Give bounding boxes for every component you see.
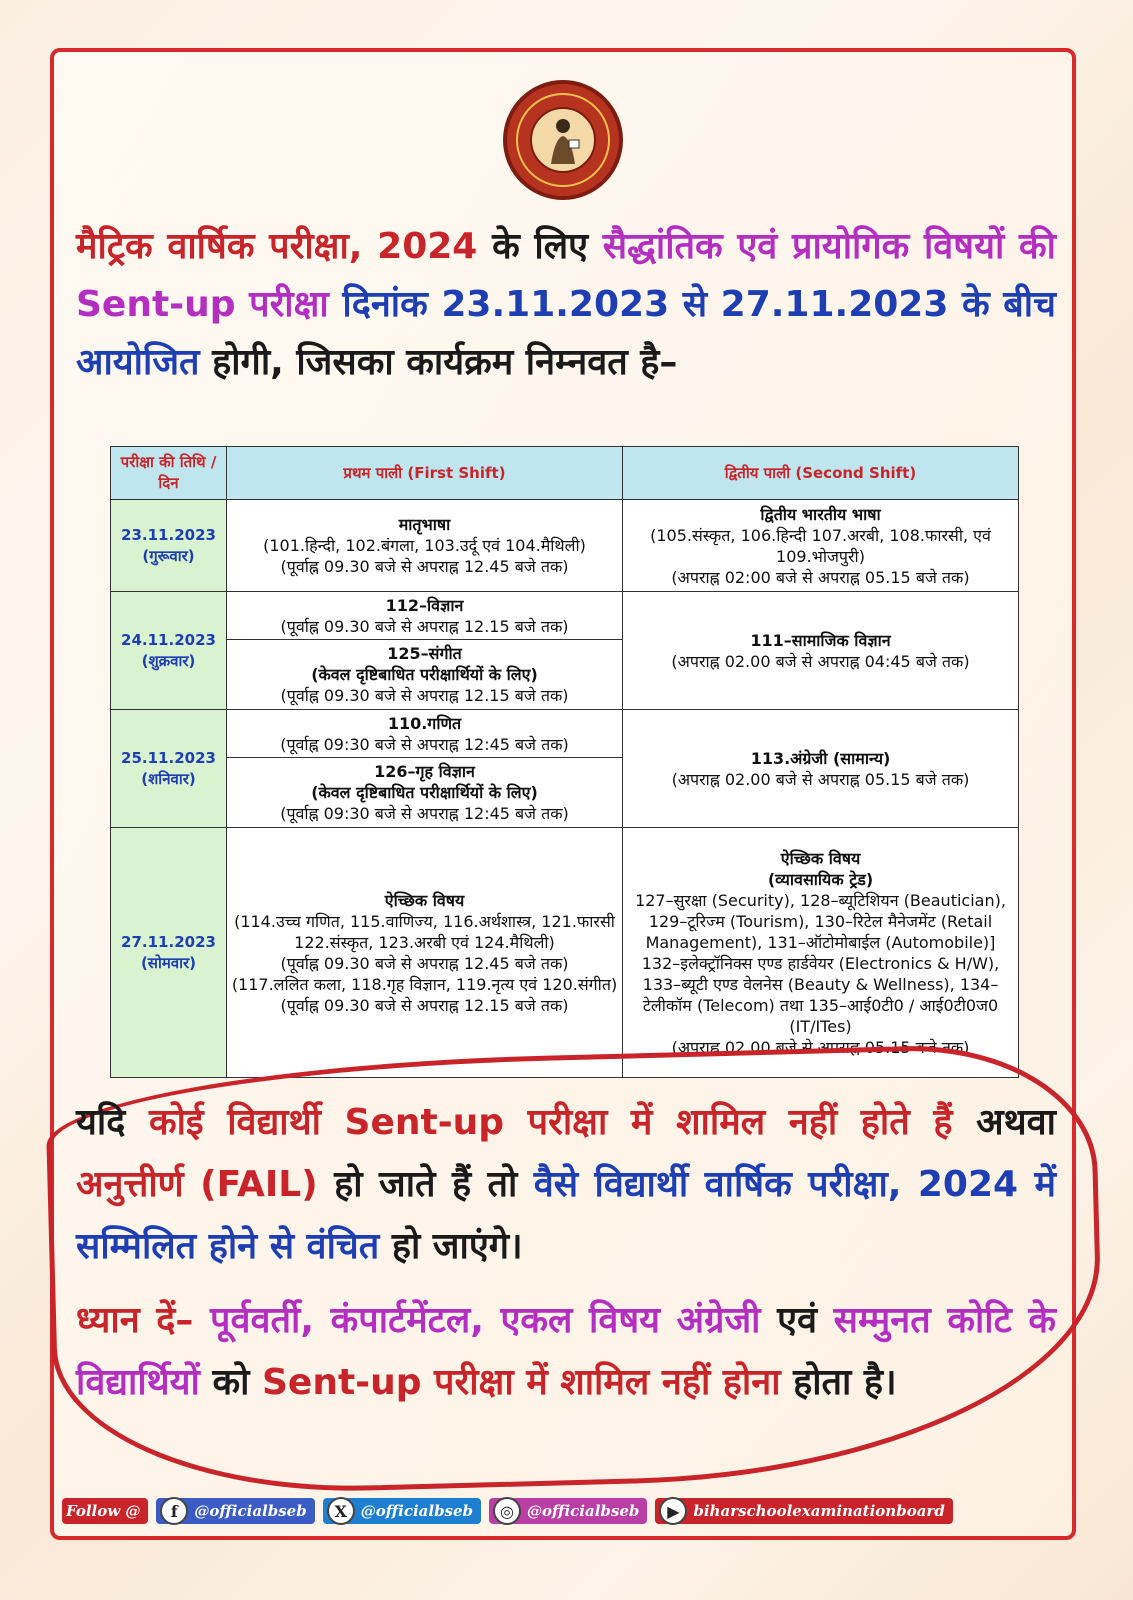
second-shift-cell [623, 592, 1019, 710]
cell-line: 113.अंग्रेजी (सामान्य) [750, 748, 891, 768]
row-date: 24.11.2023 (शुक्रवार) [111, 592, 227, 710]
cell-line: 127–सुरक्षा (Security), 128–ब्यूटिशियन (Beautician), 129–टूरिज्म (Tourism), 130–रिटेल मैनेजमेंट (Retail Management), 131–ऑटोमोबाईल (Automobile)] 132–इलेक्ट्रॉनिक्स एण्ड हार्डवेयर (Electronics & H/W), 133–ब्यूटी एण्ड वेलनेस (Beauty & Wellness), 134–टेलीकॉम (Telecom) तथा 135–आई0टी0 / आई0टी0ज0 (IT/ITes) [635, 890, 1006, 1036]
facebook-link[interactable]: f @officialbseb [156, 1498, 314, 1524]
table-row [111, 500, 1019, 592]
youtube-link[interactable]: ▶ biharschoolexaminationboard [655, 1498, 952, 1524]
cell-line: (अपराह्न 02.00 बजे से अपराह्न 05.15 बजे तक) [671, 1037, 970, 1057]
follow-label: Follow @ [62, 1498, 148, 1524]
cell-line: (114.उच्च गणित, 115.वाणिज्य, 116.अर्थशास्त्र, 121.फारसी 122.संस्कृत, 123.अरबी एवं 124.मैथिली) [234, 911, 615, 952]
cell-line: (केवल दृष्टिबाधित परीक्षार्थियों के लिए) [311, 665, 538, 684]
second-shift-cell [623, 828, 1019, 1078]
cell-line: (पूर्वाह्न 09:30 बजे से अपराह्न 12:45 बजे तक) [280, 734, 569, 754]
cell-line: 112–विज्ञान [385, 595, 464, 615]
row-date: 23.11.2023 (गुरूवार) [111, 500, 227, 592]
bseb-logo [503, 80, 623, 200]
table-header-row [111, 447, 1019, 500]
cell-line: (व्यावसायिक ट्रेड) [767, 869, 874, 889]
cell-line: 111–सामाजिक विज्ञान [750, 630, 891, 650]
row-date: 25.11.2023 (शनिवार) [111, 710, 227, 828]
cell-line: (101.हिन्दी, 102.बंगला, 103.उर्दू एवं 104.मैथिली) [263, 536, 586, 555]
table-row [111, 710, 1019, 758]
cell-line: 126–गृह विज्ञान [374, 762, 475, 781]
row-date: 27.11.2023 (सोमवार) [111, 828, 227, 1078]
cell-line: (पूर्वाह्न 09.30 बजे से अपराह्न 12.15 बजे तक) [280, 686, 569, 705]
youtube-icon: ▶ [659, 1497, 687, 1525]
cell-line: 125–संगीत [387, 644, 462, 663]
first-shift-cell [227, 640, 623, 710]
x-link[interactable]: X @officialbseb [323, 1498, 481, 1524]
first-shift-cell [227, 710, 623, 758]
heading-sentup: सैद्धांतिक एवं प्रायोगिक विषयों की Sent-up परीक्षा [76, 226, 1056, 325]
social-bar [62, 1496, 1072, 1526]
notice-paragraph: यदि कोई विद्यार्थी Sent-up परीक्षा में शामिल नहीं होते हैं अथवा अनुत्तीर्ण (FAIL) हो जाते हैं तो वैसे विद्यार्थी वार्षिक परीक्षा, 2024 में सम्मिलित होने से वंचित हो जाएंगे। [76, 1102, 1056, 1267]
table-row [111, 592, 1019, 640]
first-shift-cell [227, 828, 623, 1078]
cell-line: (117.ललित कला, 118.गृह विज्ञान, 119.नृत्य एवं 120.संगीत) [231, 974, 618, 994]
notice-text [76, 1092, 1056, 1414]
cell-line: 110.गणित [387, 713, 462, 733]
cell-line: (पूर्वाह्न 09:30 बजे से अपराह्न 12:45 बजे तक) [280, 804, 569, 823]
cell-line: ऐच्छिक विषय [384, 890, 465, 910]
cell-line: मातृभाषा [398, 515, 451, 534]
second-shift-cell [623, 710, 1019, 828]
x-icon: X [327, 1497, 355, 1525]
instagram-link[interactable]: ◎ @officialbseb [489, 1498, 647, 1524]
cell-line: (अपराह्न 02.00 बजे से अपराह्न 04:45 बजे तक) [671, 651, 970, 671]
table-row [111, 828, 1019, 1078]
heading-exam-name: मैट्रिक वार्षिक परीक्षा, 2024 [76, 226, 478, 267]
heading-schedule: होगी, जिसका कार्यक्रम निम्नवत है– [212, 342, 678, 383]
cell-line: (पूर्वाह्न 09.30 बजे से अपराह्न 12.15 बजे तक) [280, 995, 569, 1015]
cell-line: ऐच्छिक विषय [780, 848, 861, 868]
cell-line: द्वितीय भारतीय भाषा [760, 504, 881, 524]
instagram-icon: ◎ [493, 1497, 521, 1525]
cell-line: (अपराह्न 02.00 बजे से अपराह्न 05.15 बजे तक) [671, 769, 970, 789]
header-date: परीक्षा की तिथि / दिन [111, 447, 227, 500]
facebook-icon: f [160, 1497, 188, 1525]
header-first-shift: प्रथम पाली (First Shift) [227, 447, 623, 500]
cell-line: (पूर्वाह्न 09.30 बजे से अपराह्न 12.45 बजे तक) [280, 953, 569, 973]
cell-line: (105.संस्कृत, 106.हिन्दी 107.अरबी, 108.फारसी, एवं 109.भोजपुरी) [650, 525, 991, 566]
cell-line: (केवल दृष्टिबाधित परीक्षार्थियों के लिए) [311, 783, 538, 802]
cell-line: (अपराह्न 02:00 बजे से अपराह्न 05.15 बजे तक) [671, 567, 970, 587]
first-shift-cell [227, 500, 623, 592]
first-shift-cell [227, 758, 623, 828]
second-shift-cell [623, 500, 1019, 592]
schedule-table [110, 446, 1019, 1078]
heading-for: के लिए [492, 226, 589, 267]
first-shift-cell [227, 592, 623, 640]
cell-line: (पूर्वाह्न 09.30 बजे से अपराह्न 12.15 बजे तक) [280, 616, 569, 636]
heading-dates: दिनांक 23.11.2023 से 27.11.2023 के बीच आयोजित [76, 284, 1056, 383]
heading-text [76, 218, 1056, 392]
cell-line: (पूर्वाह्न 09.30 बजे से अपराह्न 12.45 बजे तक) [280, 557, 569, 576]
header-second-shift: द्वितीय पाली (Second Shift) [623, 447, 1019, 500]
attention-paragraph: ध्यान दें– पूर्ववर्ती, कंपार्टमेंटल, एकल विषय अंग्रेजी एवं सम्मुनत कोटि के विद्यार्थियों को Sent-up परीक्षा में शामिल नहीं होना होता है। [76, 1300, 1056, 1403]
